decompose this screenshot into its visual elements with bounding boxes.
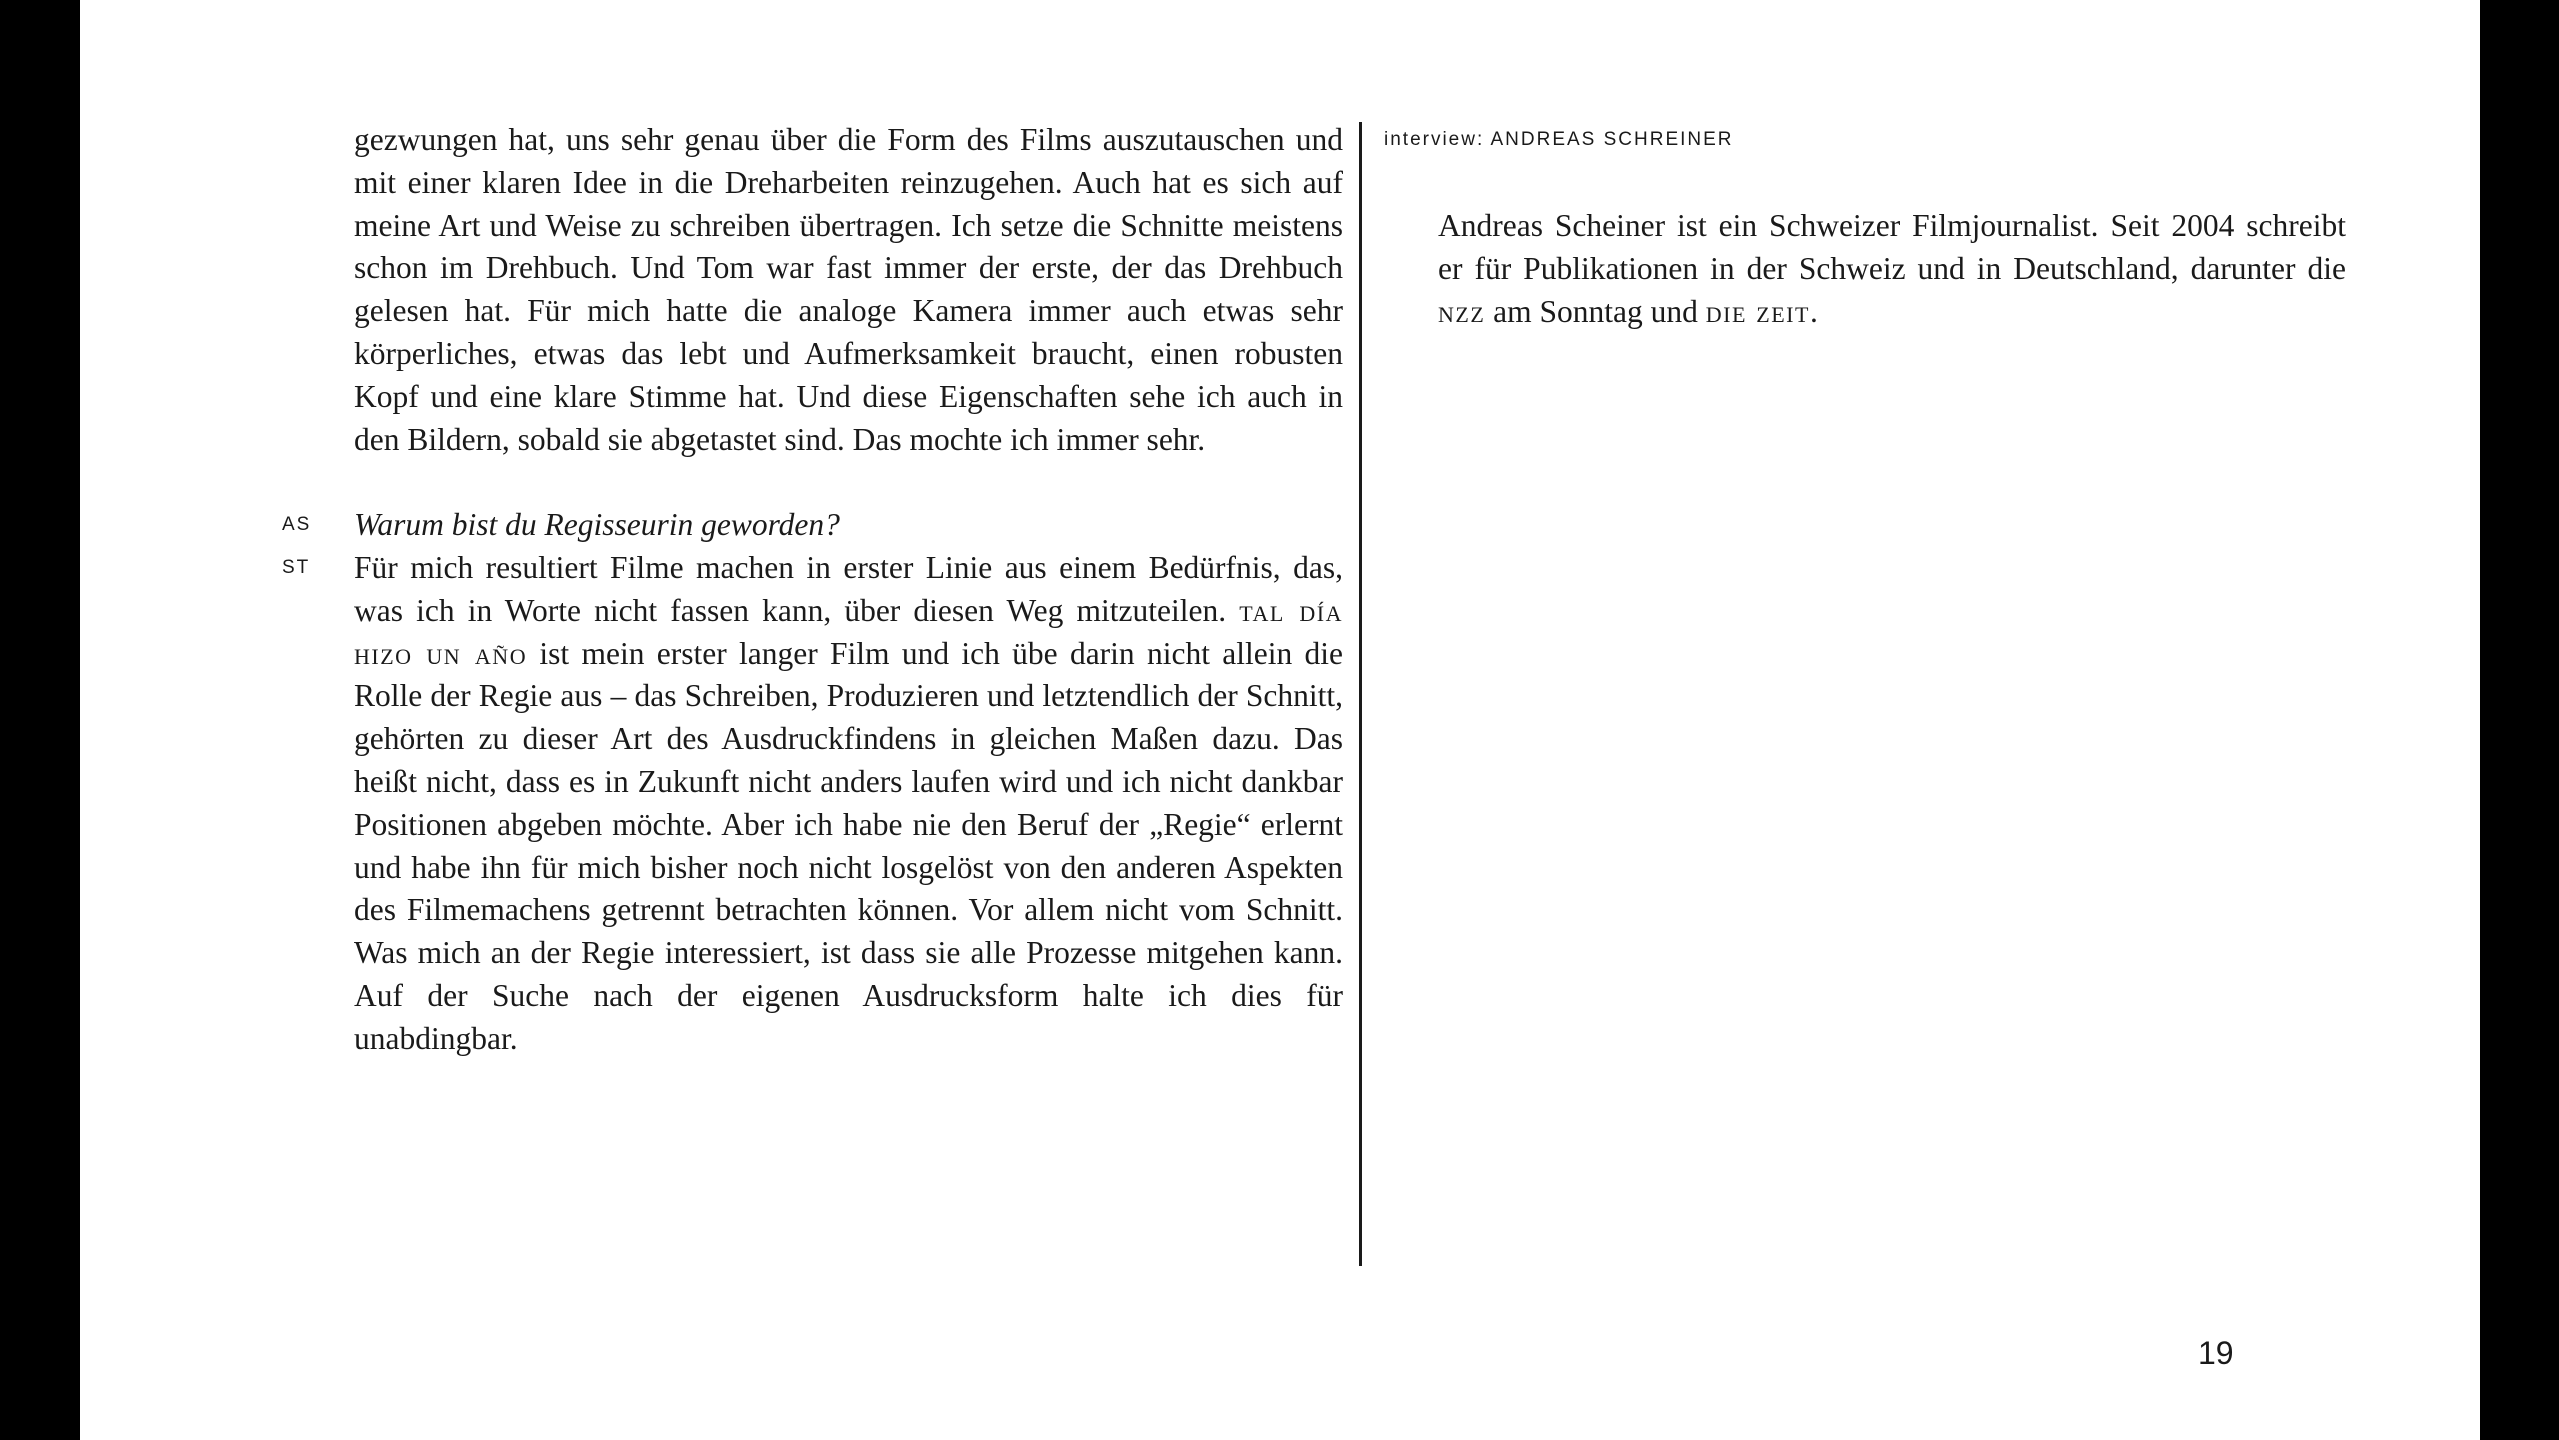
- interview-answer: [354, 547, 1343, 1061]
- bio-text-part-1: Andreas Scheiner ist ein Schweizer Filmjournalist. Seit 2004 schreibt er für Publikationen in der Schweiz und in Deutschland, darunter die: [1438, 208, 2346, 286]
- answer-row: [282, 547, 1344, 1061]
- paragraph-spacer: [354, 461, 1343, 504]
- right-column: [1384, 126, 2384, 154]
- left-column: [282, 119, 1344, 1061]
- answer-text-part-1: Für mich resultiert Filme machen in erster Linie aus einem Bedürfnis, das, was ich in Worte nicht fassen kann, über diesen Weg mitzuteilen.: [354, 549, 1343, 628]
- speaker-label-as: AS: [282, 514, 312, 536]
- page-number: 19: [2198, 1335, 2234, 1371]
- speaker-label-st: ST: [282, 556, 311, 578]
- bio-end-punctuation: .: [1809, 293, 1818, 329]
- publication-die-zeit: die zeit: [1705, 293, 1810, 329]
- interview-question: Warum bist du Regisseurin geworden?: [354, 507, 840, 543]
- film-title: tal día hizo un año: [354, 592, 1344, 671]
- question-row: [282, 504, 1343, 547]
- running-head: interview: ANDREAS SCHREINER: [1384, 129, 1734, 150]
- answer-paragraph-continued: gezwungen hat, uns sehr genau über die Form des Films auszutauschen und mit einer klaren Idee in die Dreharbeiten reinzugehen. Auch hat es sich auf meine Art und Weise zu schreiben übertragen. Ich setze die Schnitte meistens schon im Drehbuch. Und Tom war fast immer der erste, der das Drehbuch gelesen hat. Für mich hatte die analoge Kamera immer auch etwas sehr körperliches, etwas das lebt und Aufmerksamkeit braucht, einen robusten Kopf und eine klare Stimme hat. Und diese Eigenschaften sehe ich auch in den Bildern, sobald sie abgetastet sind. Das mochte ich immer sehr.: [354, 122, 1343, 457]
- book-page: [80, 0, 2480, 1440]
- answer-text-part-2: ist mein erster langer Film und ich übe darin nicht allein die Rolle der Regie aus – das Schreiben, Produzieren und letztendlich der Schnitt, gehörten zu dieser Art des Ausdruckfindens in gleichen Maßen dazu. Das heißt nicht, dass es in Zukunft nicht anders laufen wird und ich nicht dankbar Positionen abgeben möchte. Aber ich habe nie den Beruf der „Regie“ erlernt und habe ihn für mich bisher noch nicht losgelöst von den anderen Aspekten des Filmemachens getrennt betrachten können. Vor allem nicht vom Schnitt. Was mich an der Regie interessiert, ist dass sie alle Prozesse mitgehen kann. Auf der Suche nach der eigenen Ausdrucksform halte ich dies für unabdingbar.: [354, 635, 1344, 1056]
- column-divider: [1359, 122, 1362, 1266]
- author-bio: [1438, 205, 2346, 333]
- bio-text-part-2: am Sonntag und: [1493, 293, 1698, 329]
- publication-nzz: nzz: [1438, 293, 1486, 329]
